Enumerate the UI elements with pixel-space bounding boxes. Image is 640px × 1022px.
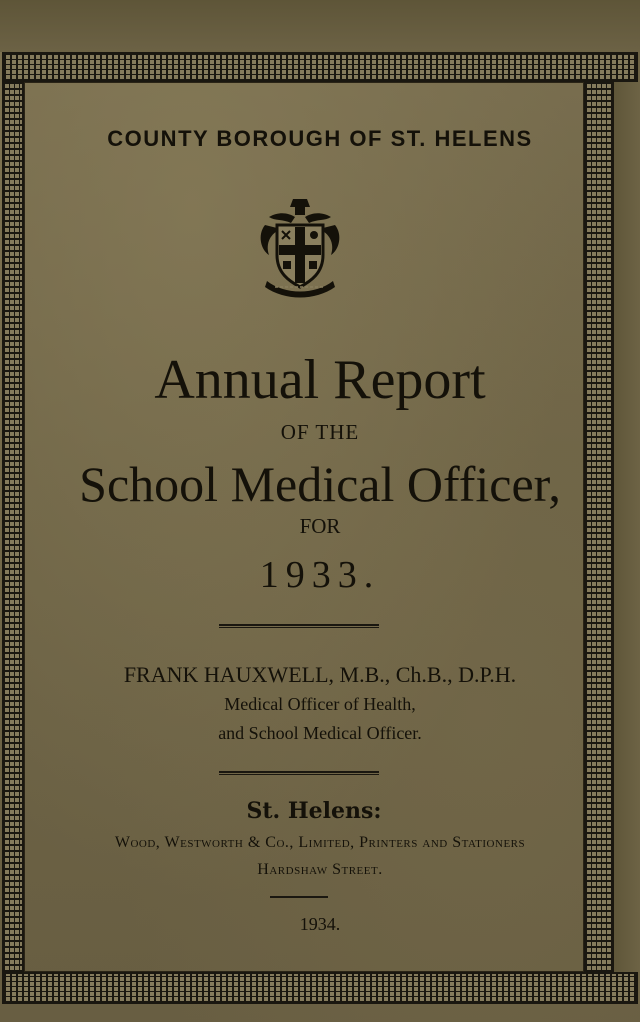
divider-rule xyxy=(219,624,379,628)
publication-place: St. Helens: xyxy=(246,798,382,824)
top-margin xyxy=(0,0,640,52)
ornamental-border-bottom xyxy=(2,972,638,1004)
author-name: FRANK HAUXWELL, M.B., Ch.B., D.P.H. xyxy=(123,662,517,687)
report-year: 1933. xyxy=(259,554,381,596)
short-divider-rule xyxy=(270,896,328,898)
publication-year: 1934. xyxy=(299,914,341,934)
for-line: FOR xyxy=(299,514,341,538)
of-the-line: OF THE xyxy=(280,420,360,444)
report-title: Annual Report xyxy=(154,349,486,411)
printer-line: Wood, Westworth & Co., Limited, Printers and Stationers xyxy=(114,834,526,851)
borough-heading: COUNTY BOROUGH OF ST. HELENS xyxy=(107,126,533,151)
coat-of-arms-icon xyxy=(255,195,345,299)
author-role-line-1: Medical Officer of Health, xyxy=(224,694,416,714)
printer-address: Hardshaw Street. xyxy=(257,861,383,878)
author-role-line-2: and School Medical Officer. xyxy=(218,723,422,743)
ornamental-border-top xyxy=(2,52,638,82)
report-subtitle: School Medical Officer, xyxy=(79,456,561,512)
divider-rule xyxy=(219,771,379,775)
